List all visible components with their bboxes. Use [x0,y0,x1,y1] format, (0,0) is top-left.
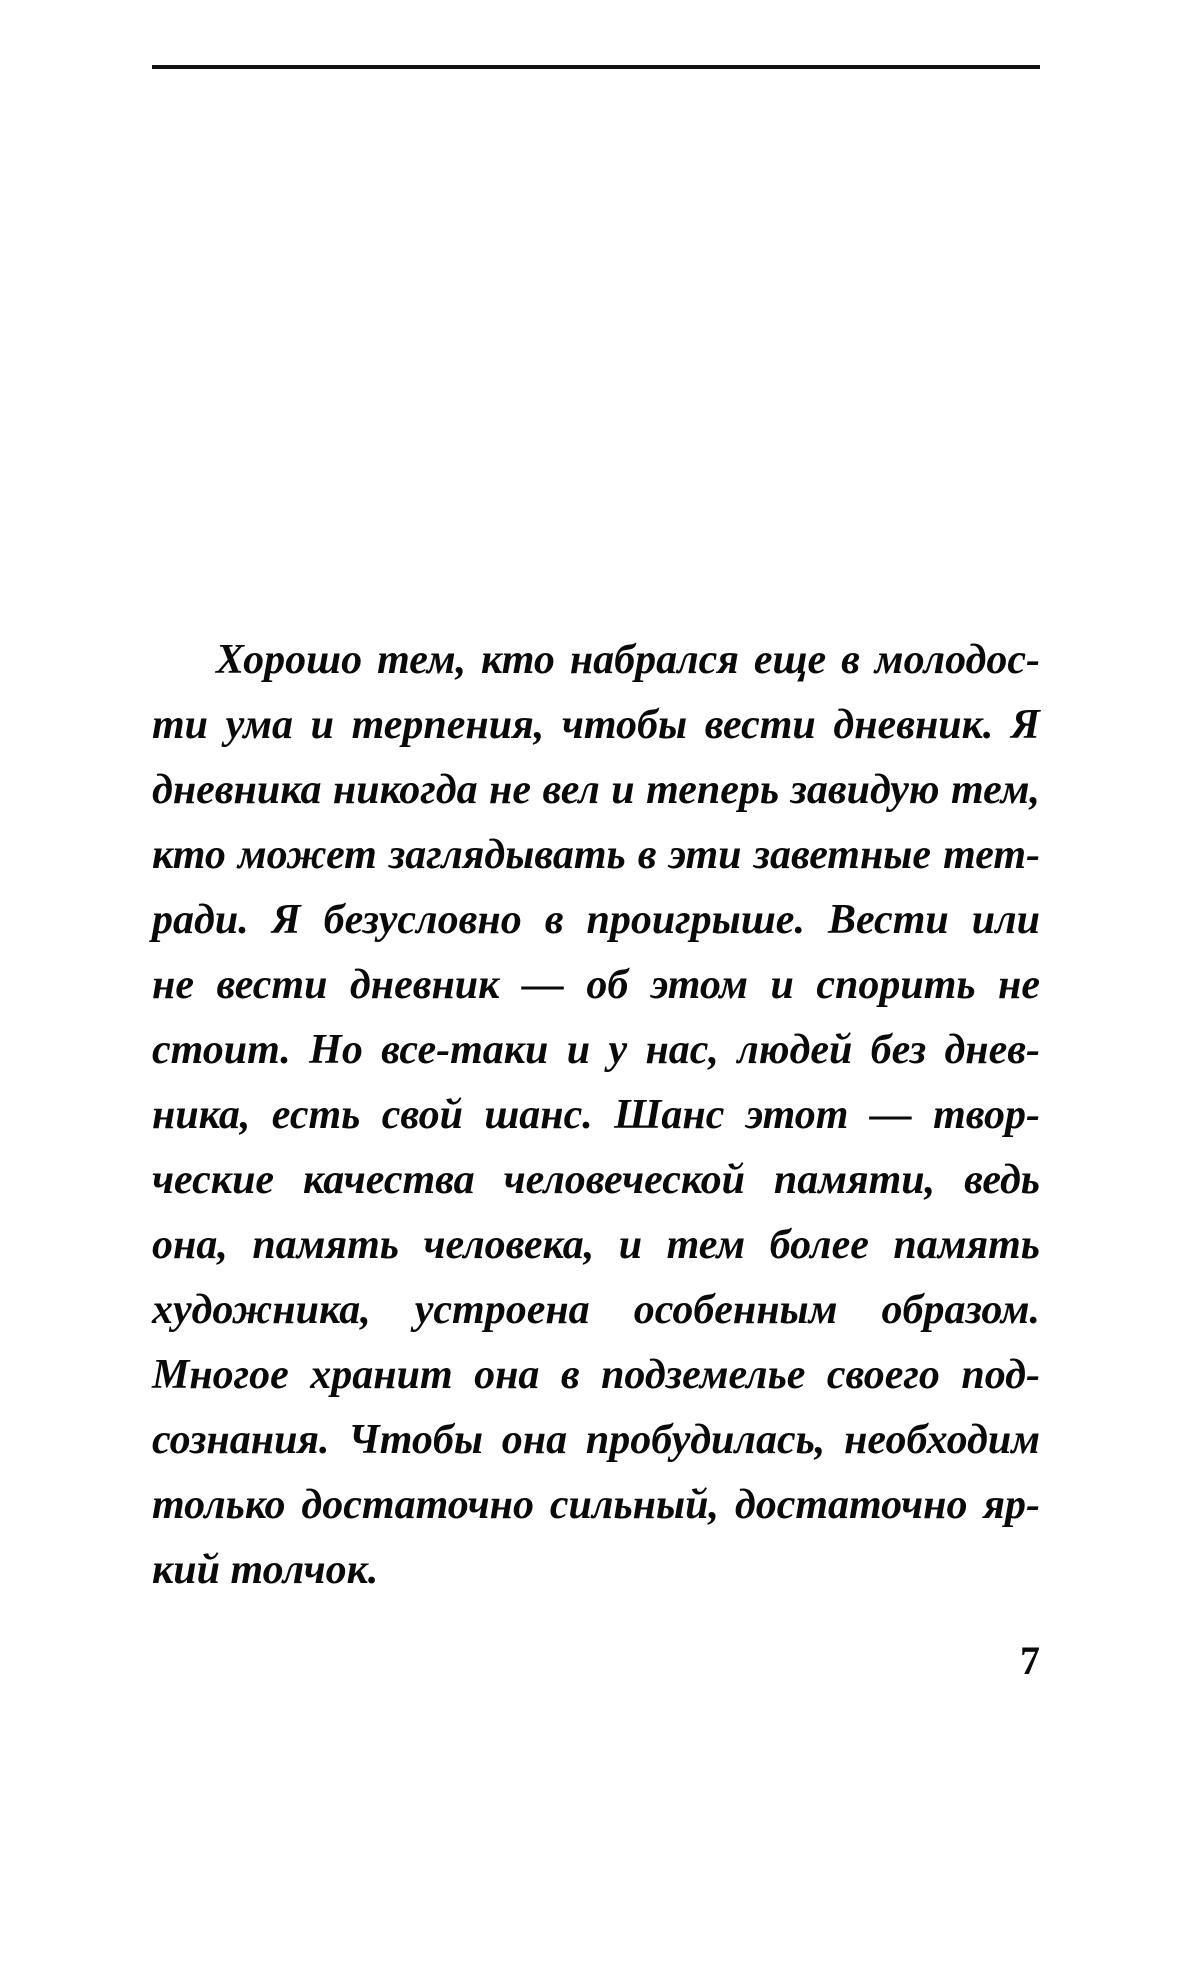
text-line: ника, есть свой шанс. Шанс этот — твор- [152,1092,1040,1138]
text-line: ти ума и терпения, чтобы вести дневник. Я [152,702,1040,748]
page-number: 7 [1020,1638,1040,1683]
text-line: сознания. Чтобы она пробудилась, необходим [152,1417,1040,1463]
text-line: кто может заглядывать в эти заветные тет- [152,832,1040,878]
body-paragraph [152,628,1040,1603]
text-line: ческие качества человеческой памяти, ведь [152,1157,1040,1203]
text-line: она, память человека, и тем более память [152,1222,1040,1268]
text-line: кий толчок. [152,1547,379,1593]
text-line: только достаточно сильный, достаточно яр- [152,1482,1040,1528]
header-rule [152,65,1040,69]
text-line: не вести дневник — об этом и спорить не [152,962,1040,1008]
text-line: Многое хранит она в подземелье своего под- [152,1352,1040,1398]
text-line: дневника никогда не вел и теперь завидую тем, [152,767,1040,813]
text-line: ради. Я безусловно в проигрыше. Вести или [152,897,1040,943]
text-line: стоит. Но все-таки и у нас, людей без днев- [152,1027,1040,1073]
text-line: художника, устроена особенным образом. [152,1287,1040,1333]
text-line: Хорошо тем, кто набрался еще в молодос- [216,637,1040,683]
